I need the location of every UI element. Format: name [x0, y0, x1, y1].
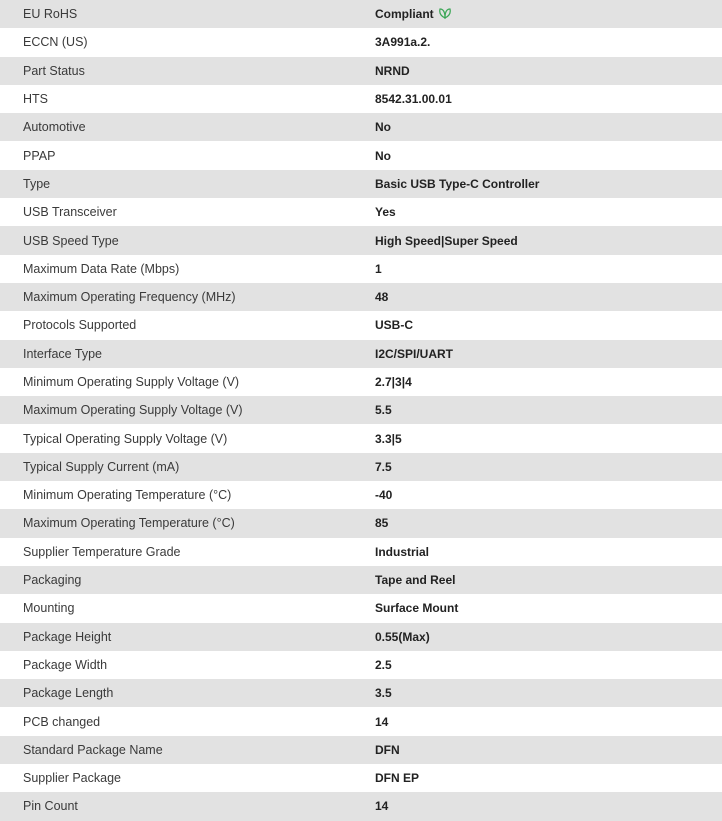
spec-label: Automotive: [0, 113, 375, 141]
spec-value-cell: [375, 707, 722, 735]
spec-value-cell: [375, 368, 722, 396]
spec-value: 3A991a.2.: [375, 35, 431, 50]
spec-value: Yes: [375, 205, 396, 220]
spec-value-cell: [375, 538, 722, 566]
spec-label: Supplier Package: [0, 764, 375, 792]
spec-value-cell: [375, 113, 722, 141]
leaf-icon: [438, 7, 452, 19]
spec-value-cell: [375, 255, 722, 283]
spec-value-cell: [375, 792, 722, 820]
spec-value-cell: [375, 85, 722, 113]
spec-row: [0, 57, 722, 85]
spec-value-cell: [375, 481, 722, 509]
spec-label: Type: [0, 170, 375, 198]
spec-value: I2C/SPI/UART: [375, 346, 454, 361]
spec-value: -40: [375, 488, 393, 503]
spec-row: [0, 424, 722, 452]
spec-value: No: [375, 120, 391, 135]
spec-row: [0, 255, 722, 283]
spec-value: Industrial: [375, 544, 430, 559]
spec-value-cell: [375, 764, 722, 792]
spec-row: [0, 198, 722, 226]
spec-label: Maximum Operating Frequency (MHz): [0, 283, 375, 311]
spec-value: Surface Mount: [375, 601, 459, 616]
spec-row: [0, 28, 722, 56]
spec-value-cell: [375, 0, 722, 28]
spec-value-cell: [375, 170, 722, 198]
spec-value-cell: [375, 340, 722, 368]
spec-value: USB-C: [375, 318, 413, 333]
spec-row: [0, 311, 722, 339]
spec-label: Maximum Operating Supply Voltage (V): [0, 396, 375, 424]
spec-label: Minimum Operating Supply Voltage (V): [0, 368, 375, 396]
spec-value-cell: [375, 453, 722, 481]
spec-value: Tape and Reel: [375, 573, 456, 588]
spec-label: Maximum Data Rate (Mbps): [0, 255, 375, 283]
spec-row: [0, 623, 722, 651]
spec-row: [0, 792, 722, 820]
spec-value: 85: [375, 516, 389, 531]
spec-label: Interface Type: [0, 340, 375, 368]
spec-label: USB Speed Type: [0, 226, 375, 254]
spec-label: Typical Supply Current (mA): [0, 453, 375, 481]
spec-value: Compliant: [375, 7, 434, 22]
spec-value: 14: [375, 799, 389, 814]
spec-label: Pin Count: [0, 792, 375, 820]
spec-row: [0, 226, 722, 254]
spec-row: [0, 113, 722, 141]
spec-label: Supplier Temperature Grade: [0, 538, 375, 566]
spec-label: Package Width: [0, 651, 375, 679]
spec-value: 3.5: [375, 686, 392, 701]
spec-row: [0, 707, 722, 735]
spec-value-cell: [375, 396, 722, 424]
spec-value: 3.3|5: [375, 431, 402, 446]
spec-label: HTS: [0, 85, 375, 113]
spec-value: 14: [375, 714, 389, 729]
spec-value: Basic USB Type-C Controller: [375, 176, 540, 191]
spec-value: High Speed|Super Speed: [375, 233, 518, 248]
spec-row: [0, 764, 722, 792]
spec-value-cell: [375, 623, 722, 651]
spec-value-cell: [375, 509, 722, 537]
spec-value: 1: [375, 261, 382, 276]
spec-row: [0, 566, 722, 594]
spec-row: [0, 170, 722, 198]
spec-value-cell: [375, 28, 722, 56]
spec-value: 5.5: [375, 403, 392, 418]
spec-row: [0, 538, 722, 566]
spec-row: [0, 679, 722, 707]
spec-label: Standard Package Name: [0, 736, 375, 764]
spec-value: 2.7|3|4: [375, 375, 412, 389]
spec-row: [0, 453, 722, 481]
spec-value: 7.5: [375, 459, 392, 474]
spec-label: Part Status: [0, 57, 375, 85]
spec-value-cell: [375, 651, 722, 679]
spec-row: [0, 651, 722, 679]
spec-label: Protocols Supported: [0, 311, 375, 339]
spec-row: [0, 0, 722, 28]
spec-row: [0, 481, 722, 509]
spec-label: ECCN (US): [0, 28, 375, 56]
spec-value: 48: [375, 290, 389, 305]
spec-value-cell: [375, 566, 722, 594]
spec-row: [0, 396, 722, 424]
spec-row: [0, 340, 722, 368]
spec-value-cell: [375, 57, 722, 85]
spec-row: [0, 509, 722, 537]
spec-value-cell: [375, 311, 722, 339]
spec-label: USB Transceiver: [0, 198, 375, 226]
spec-value: DFN EP: [375, 771, 420, 786]
spec-label: EU RoHS: [0, 0, 375, 28]
spec-value-cell: [375, 736, 722, 764]
spec-value: 8542.31.00.01: [375, 92, 452, 107]
spec-row: [0, 283, 722, 311]
spec-value-cell: [375, 283, 722, 311]
spec-value-cell: [375, 198, 722, 226]
spec-label: Package Length: [0, 679, 375, 707]
spec-row: [0, 141, 722, 169]
spec-label: Package Height: [0, 623, 375, 651]
spec-row: [0, 594, 722, 622]
spec-label: Maximum Operating Temperature (°C): [0, 509, 375, 537]
spec-row: [0, 368, 722, 396]
spec-row: [0, 85, 722, 113]
spec-value-cell: [375, 594, 722, 622]
spec-row: [0, 736, 722, 764]
spec-value: No: [375, 148, 391, 163]
spec-value-cell: [375, 679, 722, 707]
spec-label: Mounting: [0, 594, 375, 622]
spec-label: Packaging: [0, 566, 375, 594]
spec-label: PCB changed: [0, 707, 375, 735]
spec-value: 0.55(Max): [375, 629, 430, 644]
spec-value: DFN: [375, 742, 400, 757]
spec-value-cell: [375, 226, 722, 254]
spec-value: 2.5: [375, 657, 392, 672]
spec-value-cell: [375, 424, 722, 452]
spec-label: PPAP: [0, 141, 375, 169]
spec-value-cell: [375, 141, 722, 169]
spec-label: Minimum Operating Temperature (°C): [0, 481, 375, 509]
spec-label: Typical Operating Supply Voltage (V): [0, 424, 375, 452]
spec-value: NRND: [375, 63, 410, 78]
